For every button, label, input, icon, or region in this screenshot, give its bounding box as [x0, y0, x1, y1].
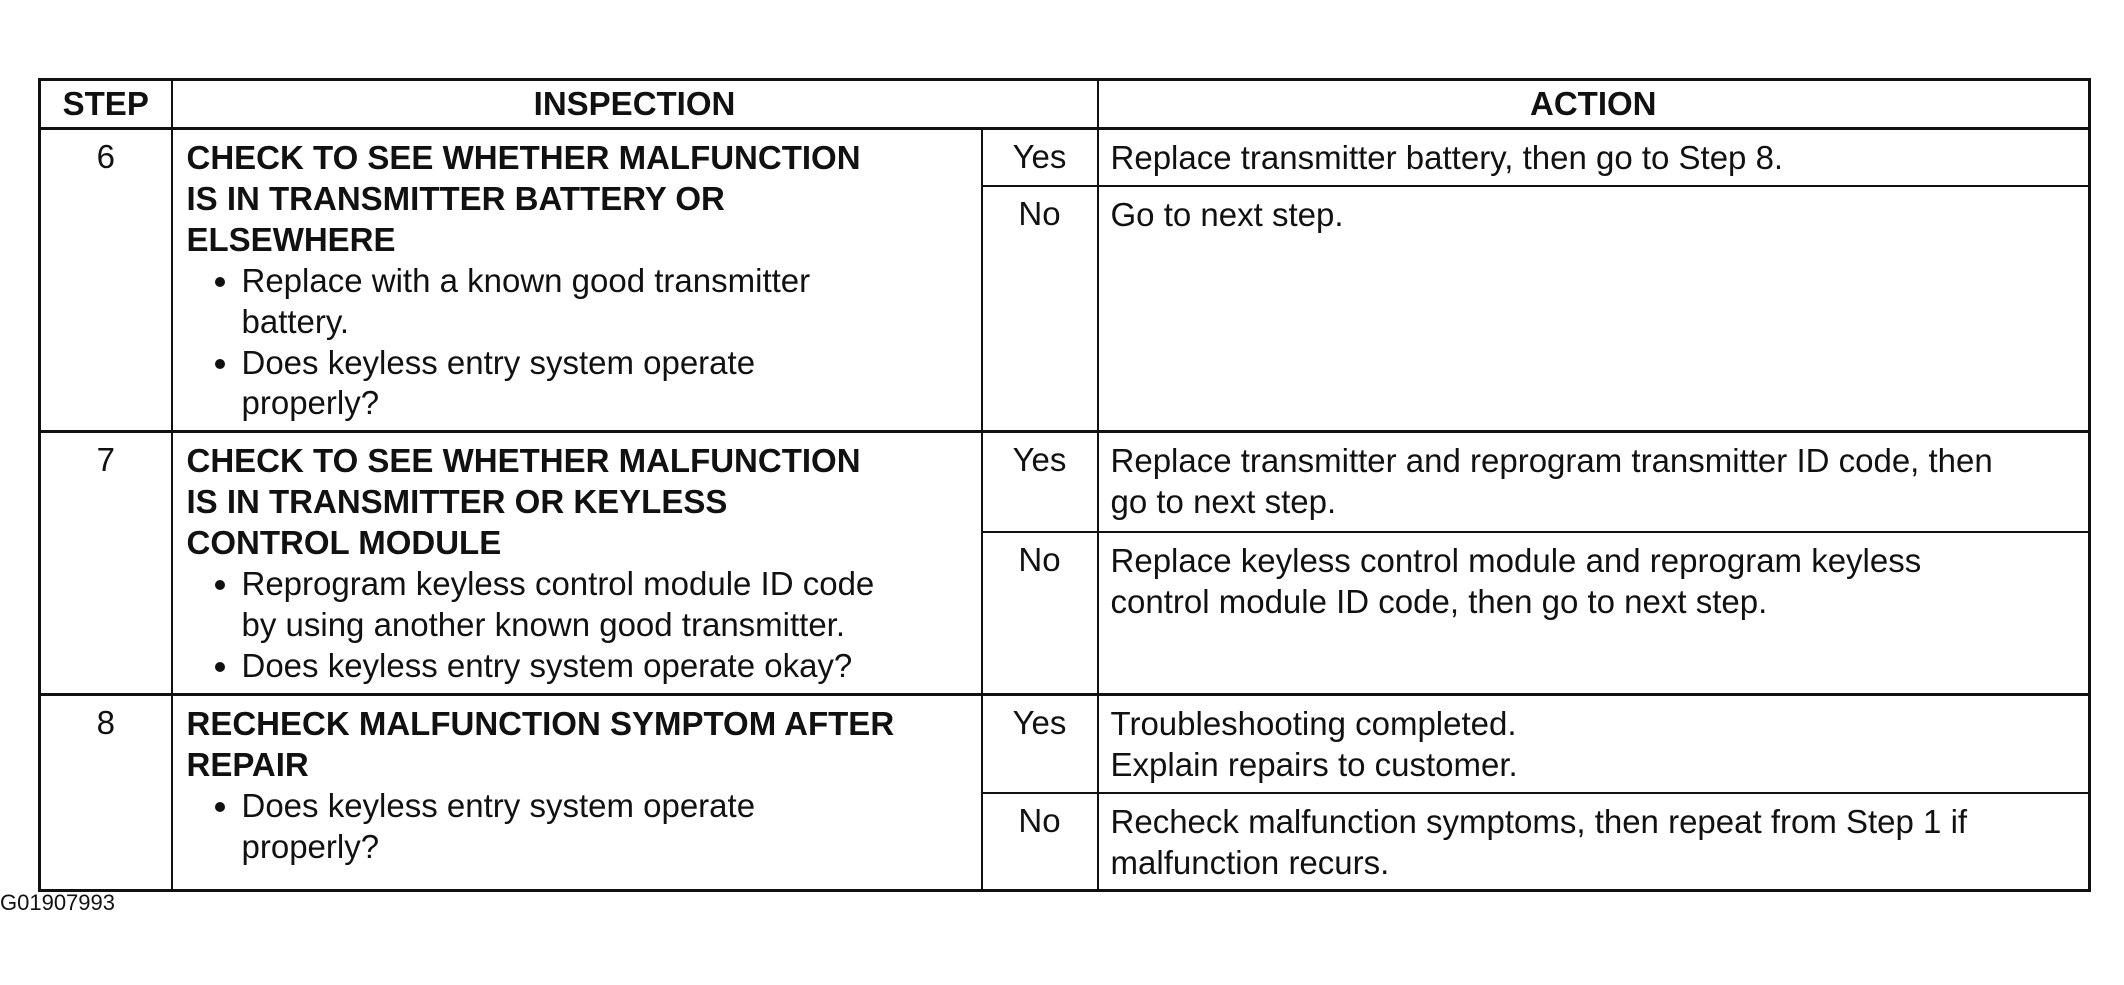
yes-label: Yes: [982, 694, 1098, 792]
inspection-title: CHECK TO SEE WHETHER MALFUNCTION IS IN TRANSMITTER BATTERY OR ELSEWHERE: [186, 139, 861, 258]
header-action: ACTION: [1098, 80, 2090, 129]
inspection-cell: [172, 432, 982, 694]
inspection-bullets: [187, 564, 967, 687]
no-action: Recheck malfunction symptoms, then repeat from Step 1 if malfunction recurs.: [1098, 793, 2090, 891]
yes-label: Yes: [982, 432, 1098, 532]
bullet-item: • Replace with a known good transmitter battery.: [242, 261, 967, 343]
yes-action: Troubleshooting completed. Explain repairs to customer.: [1098, 694, 2090, 792]
bullet-item: • Does keyless entry system operate properly?: [242, 343, 967, 425]
inspection-title: CHECK TO SEE WHETHER MALFUNCTION IS IN TRANSMITTER OR KEYLESS CONTROL MODULE: [186, 442, 861, 562]
bullet-item: • Reprogram keyless control module ID code by using another known good transmitter.: [242, 564, 967, 646]
inspection-bullets: [187, 786, 967, 868]
table-row-step-7-yes: [40, 432, 2090, 532]
inspection-cell: [172, 129, 982, 432]
header-step: STEP: [40, 80, 172, 129]
bullet-item: • Does keyless entry system operate okay?: [242, 646, 967, 687]
figure-id-label: G01907993: [0, 890, 115, 915]
header-inspection: INSPECTION: [172, 80, 1098, 129]
table-header-row: [40, 80, 2090, 129]
table-row-step-6-yes: [40, 129, 2090, 187]
no-label: No: [982, 793, 1098, 891]
no-action: Replace keyless control module and reprogram keyless control module ID code, then go to next step.: [1098, 532, 2090, 695]
no-label: No: [982, 532, 1098, 695]
table-row-step-8-yes: [40, 694, 2090, 792]
yes-action: Replace transmitter battery, then go to Step 8.: [1098, 129, 2090, 187]
step-number: 7: [40, 432, 172, 694]
yes-label: Yes: [982, 129, 1098, 187]
inspection-title: RECHECK MALFUNCTION SYMPTOM AFTER REPAIR: [186, 704, 895, 783]
step-number: 8: [40, 694, 172, 891]
step-number: 6: [40, 129, 172, 432]
no-action: Go to next step.: [1098, 186, 2090, 432]
bullet-item: • Does keyless entry system operate properly?: [242, 786, 967, 868]
inspection-cell: [172, 694, 982, 891]
no-label: No: [982, 186, 1098, 432]
troubleshooting-table: [38, 78, 2091, 892]
yes-action: Replace transmitter and reprogram transmitter ID code, then go to next step.: [1098, 432, 2090, 532]
inspection-bullets: [187, 261, 967, 425]
